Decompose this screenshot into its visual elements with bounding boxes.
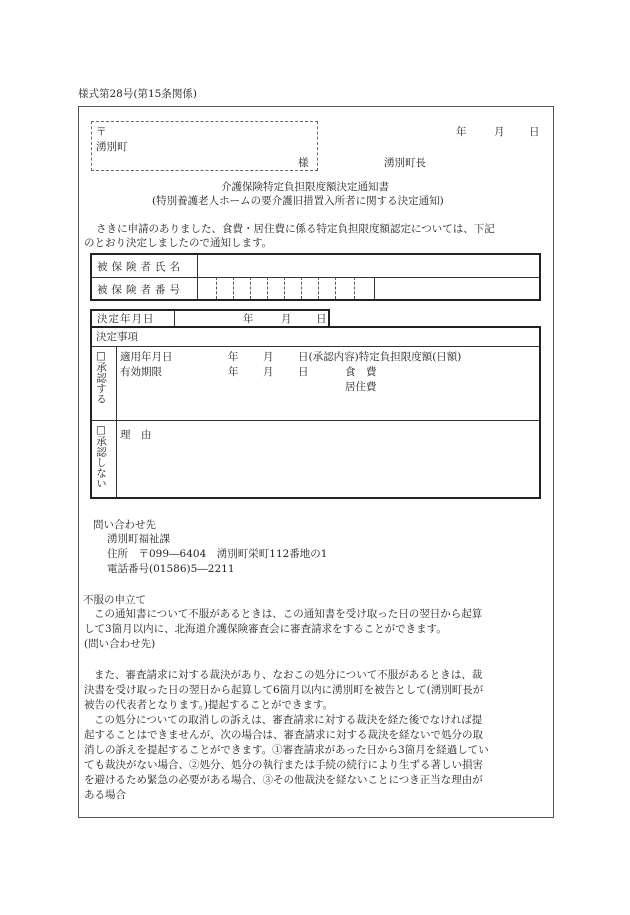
objection-p3-line-4: ても裁決がない場合、②処分、処分の執行または手続の続行により生ずる著しい損害 [84,759,483,771]
valid-period-month: 月 [263,366,274,378]
objection-p3-line-1: この処分についての取消しの訴えは、審査請求に対する裁決を経た後でなければ提 [94,714,483,726]
apply-date-year: 年 [228,351,239,363]
valid-period-year: 年 [228,366,239,378]
decision-date-year: 年 [243,313,254,325]
decision-items-label: 決定事項 [96,331,138,343]
contact-heading: 問い合わせ先 [93,519,156,531]
valid-period-day: 日 [298,366,309,378]
insured-name-field[interactable] [198,257,536,273]
reason-label: 理 由 [120,429,152,441]
housing-cost-label: 居住費 [345,381,377,393]
form-number: 様式第28号(第15条関係) [78,88,197,100]
objection-p2-line-1: また、審査請求に対する裁決があり、なおこの処分について不服があるときは、裁 [94,669,483,681]
contact-dept: 湧別町福祉課 [107,533,170,545]
objection-p2-line-3: 被告の代表者となります。)提起することができます。 [84,699,334,711]
decision-date-label: 決定年月日 [97,313,155,325]
contact-phone: 電話番号(01586)5―2211 [107,563,235,575]
objection-heading: 不服の申立て [83,594,146,606]
header-day: 日 [529,126,540,138]
header-month: 月 [494,126,505,138]
objection-p3-line-2: 起することはできませんが、次の場合は、審査請求に対する裁決を経ないで処分の取 [84,729,483,741]
objection-p1-note: (問い合わせ先) [84,638,156,650]
objection-p3-line-5: を避けるため緊急の必要がある場合、③その他裁決を経ないことにつき正当な理由が [84,774,483,786]
apply-date-month: 月 [263,351,274,363]
document-subtitle: (特別養護老人ホームの要介護旧措置入所者に関する決定通知) [152,195,444,207]
decision-date-month: 月 [281,313,292,325]
objection-p2-line-2: 決書を受け取った日の翌日から起算して6箇月以内に湧別町を被告として(湧別町長が [84,684,484,696]
reject-mark[interactable]: □承認しない [95,424,107,489]
recipient-sama: 様 [298,157,309,169]
valid-period-label: 有効期限 [120,366,162,378]
insured-number-label: 被保険者番号 [97,284,184,296]
contact-address: 住所 〒099―6404 湧別町栄町112番地の1 [107,548,328,560]
objection-p1-line-2: して3箇月以内に、北海道介護保険審査会に審査請求をすることができます。 [84,623,447,635]
objection-p3-line-6: ある場合 [84,789,126,801]
food-cost-label: 食 費 [345,366,377,378]
decision-date-day: 日 [316,313,327,325]
objection-p1-line-1: この通知書について不服があるときは、この通知書を受け取った日の翌日から起算 [94,608,483,620]
intro-line-2: のとおり決定しましたので通知します。 [84,237,273,249]
apply-date-day-content: 日(承認内容)特定負担限度額(日額) [298,351,462,363]
postal-mark: 〒 [96,126,107,138]
approve-mark[interactable]: □承認する [95,350,107,404]
recipient-town: 湧別町 [96,141,128,153]
document-title: 介護保険特定負担限度額決定通知書 [221,181,389,193]
issuer: 湧別町長 [384,157,426,169]
objection-p3-line-3: 消しの訴えを提起することができます。①審査請求があった日から3箇月を経過してい [84,744,489,756]
header-year: 年 [456,126,467,138]
insured-number-field[interactable] [198,279,536,297]
intro-line-1: さきに申請のありました、食費・居住費に係る特定負担限度額認定については、下記 [96,223,495,235]
apply-date-label: 適用年月日 [120,351,173,363]
insured-name-label: 被保険者氏名 [97,261,184,273]
